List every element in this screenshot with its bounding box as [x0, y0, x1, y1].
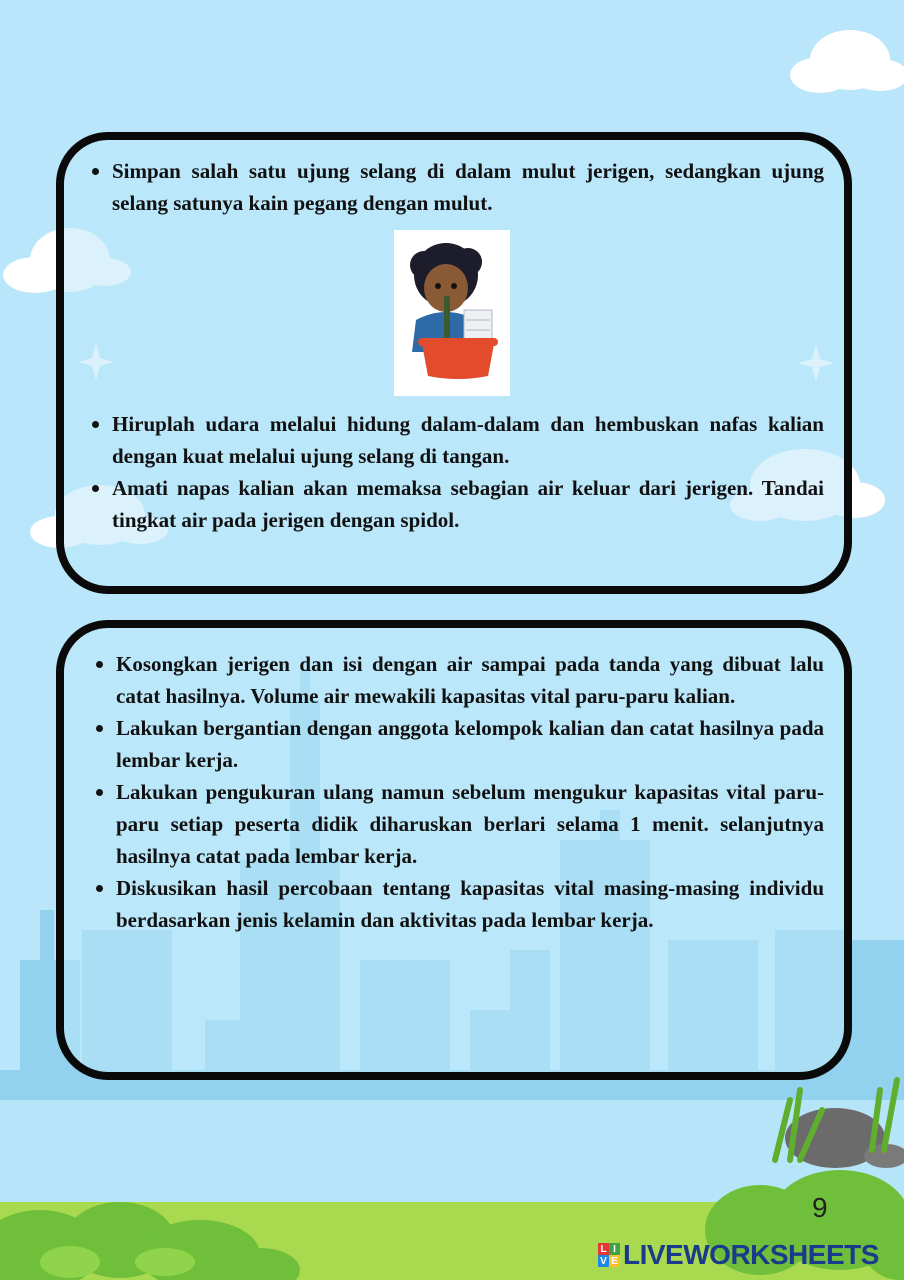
liveworksheets-logo-icon: L I V E: [598, 1243, 620, 1267]
bullet-icon: [96, 725, 103, 732]
step-list-top: [112, 155, 824, 219]
instruction-card-1: [56, 132, 852, 594]
child-blowing-illustration: [394, 230, 510, 396]
step-list: [116, 648, 824, 936]
list-item: Diskusikan hasil percobaan tentang kapasitas vital masing-masing individu berdasarkan jenis kelamin dan aktivitas pada lembar kerja.: [116, 872, 824, 936]
page-number: 9: [812, 1192, 828, 1223]
step-list-bottom: [112, 408, 824, 536]
bullet-icon: [96, 885, 103, 892]
bullet-icon: [92, 168, 99, 175]
list-item: Simpan salah satu ujung selang di dalam mulut jerigen, sedangkan ujung selang satunya kain pegang dengan mulut.: [112, 155, 824, 219]
bullet-icon: [92, 485, 99, 492]
bullet-icon: [92, 421, 99, 428]
bullet-icon: [96, 661, 103, 668]
instruction-card-2: [56, 620, 852, 1080]
list-item: Kosongkan jerigen dan isi dengan air sampai pada tanda yang dibuat lalu catat hasilnya. Volume air mewakili kapasitas vital paru-paru kalian.: [116, 648, 824, 712]
list-item: Hiruplah udara melalui hidung dalam-dalam dan hembuskan nafas kalian dengan kuat melalui ujung selang di tangan.: [112, 408, 824, 472]
list-item: Lakukan pengukuran ulang namun sebelum mengukur kapasitas vital paru-paru setiap peserta didik diharuskan berlari selama 1 menit. selanjutnya hasilnya catat pada lembar kerja.: [116, 776, 824, 872]
brand-name: LIVEWORKSHEETS: [623, 1239, 879, 1270]
list-item: Amati napas kalian akan memaksa sebagian air keluar dari jerigen. Tandai tingkat air pada jerigen dengan spidol.: [112, 472, 824, 536]
liveworksheets-brand[interactable]: [598, 1238, 879, 1272]
bullet-icon: [96, 789, 103, 796]
list-item: Lakukan bergantian dengan anggota kelompok kalian dan catat hasilnya pada lembar kerja.: [116, 712, 824, 776]
